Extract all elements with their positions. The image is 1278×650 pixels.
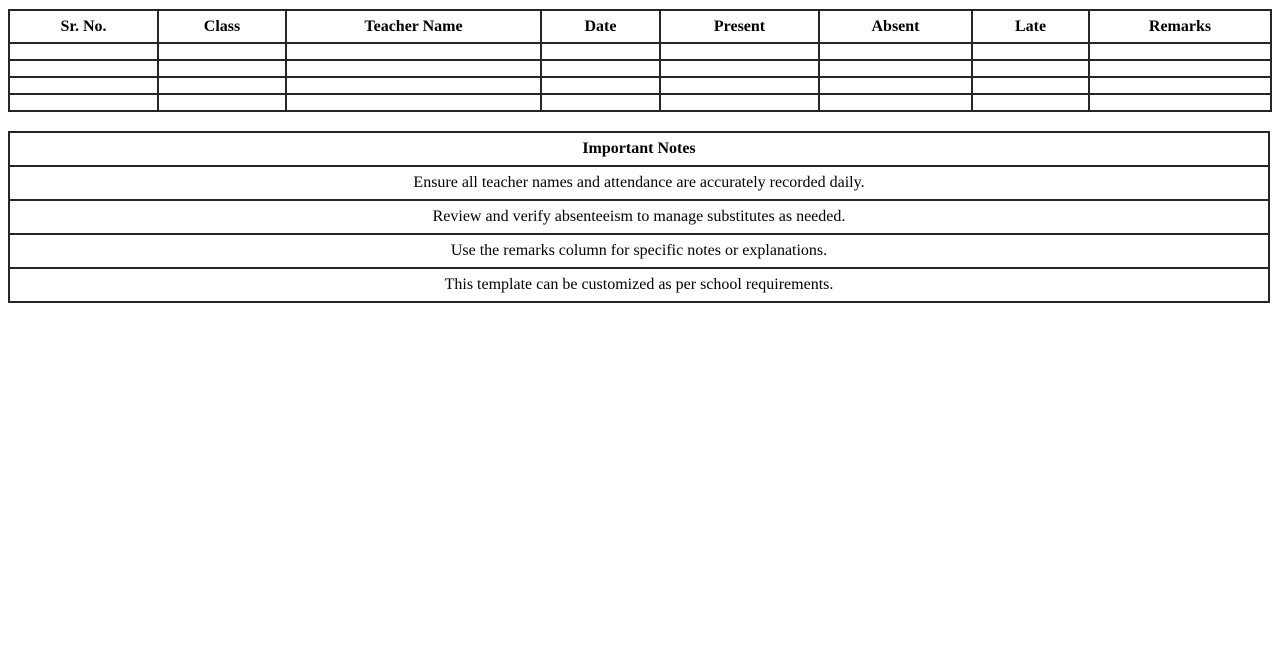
empty-cell xyxy=(9,77,158,94)
table-row xyxy=(9,94,1271,111)
empty-cell xyxy=(158,60,286,77)
empty-cell xyxy=(158,43,286,60)
empty-cell xyxy=(286,60,541,77)
attendance-empty-rows xyxy=(9,43,1271,111)
note-item: Ensure all teacher names and attendance are accurately recorded daily. xyxy=(9,166,1269,200)
empty-cell xyxy=(541,94,660,111)
note-row xyxy=(9,200,1269,234)
attendance-table xyxy=(8,9,1272,112)
empty-cell xyxy=(1089,60,1271,77)
empty-cell xyxy=(541,60,660,77)
empty-cell xyxy=(9,43,158,60)
column-header-remarks: Remarks xyxy=(1089,10,1271,43)
important-notes-table xyxy=(8,131,1270,303)
note-item: This template can be customized as per school requirements. xyxy=(9,268,1269,302)
empty-cell xyxy=(972,94,1089,111)
empty-cell xyxy=(972,43,1089,60)
empty-cell xyxy=(286,43,541,60)
empty-cell xyxy=(1089,77,1271,94)
table-row xyxy=(9,60,1271,77)
empty-cell xyxy=(972,77,1089,94)
empty-cell xyxy=(286,77,541,94)
empty-cell xyxy=(819,60,972,77)
column-header-teacher-name: Teacher Name xyxy=(286,10,541,43)
empty-cell xyxy=(660,60,819,77)
empty-cell xyxy=(660,43,819,60)
note-row xyxy=(9,268,1269,302)
empty-cell xyxy=(819,77,972,94)
empty-cell xyxy=(1089,43,1271,60)
empty-cell xyxy=(158,94,286,111)
empty-cell xyxy=(9,94,158,111)
empty-cell xyxy=(972,60,1089,77)
notes-rows xyxy=(9,166,1269,302)
table-row xyxy=(9,43,1271,60)
column-header-class: Class xyxy=(158,10,286,43)
empty-cell xyxy=(660,77,819,94)
empty-cell xyxy=(660,94,819,111)
column-header-present: Present xyxy=(660,10,819,43)
empty-cell xyxy=(541,43,660,60)
empty-cell xyxy=(819,94,972,111)
column-header-absent: Absent xyxy=(819,10,972,43)
table-row xyxy=(9,77,1271,94)
column-header-late: Late xyxy=(972,10,1089,43)
empty-cell xyxy=(286,94,541,111)
empty-cell xyxy=(541,77,660,94)
column-header-date: Date xyxy=(541,10,660,43)
empty-cell xyxy=(1089,94,1271,111)
empty-cell xyxy=(158,77,286,94)
note-row xyxy=(9,234,1269,268)
note-item: Use the remarks column for specific notes or explanations. xyxy=(9,234,1269,268)
empty-cell xyxy=(9,60,158,77)
note-item: Review and verify absenteeism to manage substitutes as needed. xyxy=(9,200,1269,234)
empty-cell xyxy=(819,43,972,60)
column-header-sr-no: Sr. No. xyxy=(9,10,158,43)
note-row xyxy=(9,166,1269,200)
notes-title: Important Notes xyxy=(9,132,1269,166)
notes-header-row xyxy=(9,132,1269,166)
attendance-header-row xyxy=(9,10,1271,43)
